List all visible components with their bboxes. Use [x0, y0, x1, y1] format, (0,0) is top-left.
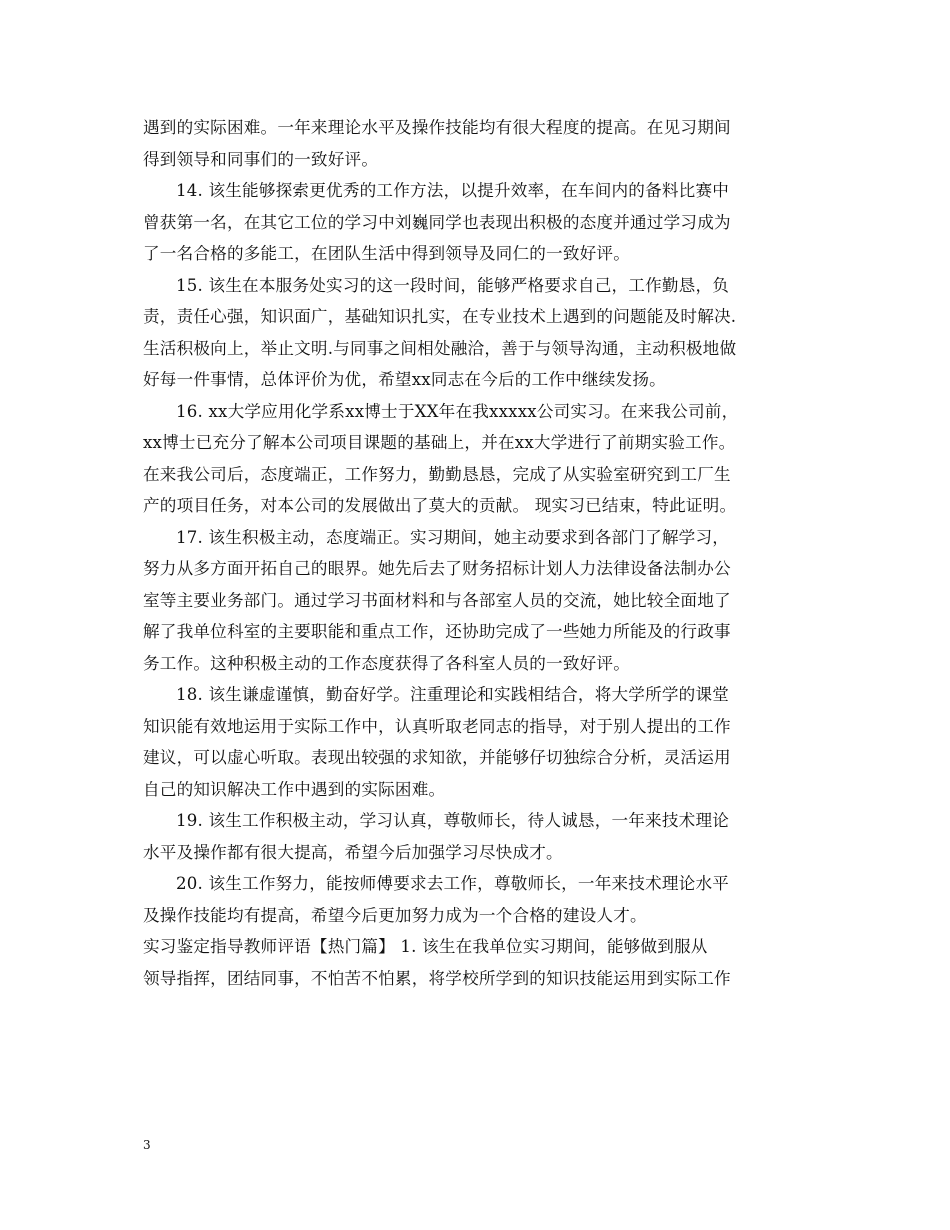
- text-line: 15. 该生在本服务处实习的这一段时间，能够严格要求自己，工作勤恳，负: [176, 275, 730, 295]
- text-line: 遇到的实际困难。一年来理论水平及操作技能均有很大程度的提高。在见习期间: [143, 118, 731, 137]
- text-line: 得到领导和同事们的一致好评。: [143, 149, 379, 169]
- text-line: 好每一件事情，总体评价为优，希望xx同志在今后的工作中继续发扬。: [143, 370, 666, 389]
- text-line: 责，责任心强，知识面广，基础知识扎实，在专业技术上遇到的问题能及时解决.: [143, 307, 737, 326]
- text-line: xx博士已充分了解本公司项目课题的基础上，并在xx大学进行了前期实验工作。: [143, 433, 736, 452]
- text-line: 19. 该生工作积极主动，学习认真，尊敬师长，待人诚恳，一年来技术理论: [176, 811, 730, 830]
- text-line: 17. 该生积极主动，态度端正。实习期间，她主动要求到各部门了解学习，: [176, 527, 730, 547]
- text-line: 水平及操作都有很大提高，希望今后加强学习尽快成才。: [143, 842, 563, 862]
- text-line: 努力从多方面开拓自己的眼界。她先后去了财务招标计划人力法律设备法制办公: [143, 559, 731, 578]
- text-line: 生活积极向上，举止文明.与同事之间相处融洽，善于与领导沟通，主动积极地做: [143, 338, 737, 358]
- text-line: 领导指挥，团结同事，不怕苦不怕累，将学校所学到的知识技能运用到实际工作: [143, 968, 731, 988]
- document-body: [143, 112, 831, 994]
- page-number: 3: [143, 1138, 151, 1152]
- text-line: 14. 该生能够探索更优秀的工作方法，以提升效率，在车间内的备料比赛中: [176, 181, 730, 200]
- text-line: 16. xx大学应用化学系xx博士于XX年在我xxxxx公司实习。在来我公司前，: [176, 401, 739, 421]
- text-line: 实习鉴定指导教师评语【热门篇】 1. 该生在我单位实习期间，能够做到服从: [143, 937, 708, 956]
- text-line: 务工作。这种积极主动的工作态度获得了各科室人员的一致好评。: [143, 653, 631, 673]
- text-line: 曾获第一名，在其它工位的学习中刘巍同学也表现出积极的态度并通过学习成为: [143, 212, 731, 232]
- text-line: 18. 该生谦虚谨慎，勤奋好学。注重理论和实践相结合，将大学所学的课堂: [176, 685, 730, 704]
- text-line: 20. 该生工作努力，能按师傅要求去工作，尊敬师长，一年来技术理论水平: [176, 874, 730, 893]
- text-line: 解了我单位科室的主要职能和重点工作，还协助完成了一些她力所能及的行政事: [143, 622, 731, 641]
- text-line: 建议，可以虚心听取。表现出较强的求知欲，并能够仔切独综合分析，灵活运用: [143, 748, 731, 767]
- text-line: 自己的知识解决工作中遇到的实际困难。: [143, 779, 446, 799]
- text-line: 室等主要业务部门。通过学习书面材料和与各部室人员的交流，她比较全面地了: [143, 590, 731, 610]
- text-line: 在来我公司后，态度端正，工作努力，勤勤恳恳，完成了从实验室研究到工厂生: [143, 464, 731, 484]
- text-line: 知识能有效地运用于实际工作中，认真听取老同志的指导，对于别人提出的工作: [143, 716, 731, 736]
- text-line: 产的项目任务，对本公司的发展做出了莫大的贡献。 现实习已结束，特此证明。: [143, 496, 737, 515]
- text-line: 了一名合格的多能工，在团队生活中得到领导及同仁的一致好评。: [143, 244, 631, 263]
- text-line: 及操作技能均有提高，希望今后更加努力成为一个合格的建设人才。: [143, 905, 647, 925]
